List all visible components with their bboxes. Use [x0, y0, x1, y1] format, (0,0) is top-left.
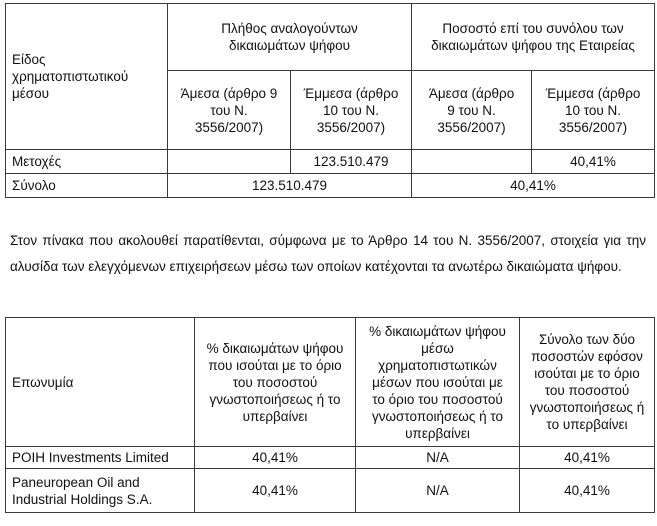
cell-votes-indirect: 123.510.479 — [291, 150, 412, 174]
header-instrument-type: Είδος χρηματοπιστωτικού μέσου — [6, 4, 168, 150]
subheader-pct-indirect: Έμμεσα (άρθρο 10 του Ν. 3556/2007) — [532, 71, 655, 150]
cell-votes-direct — [168, 150, 291, 174]
subheader-pct-direct: Άμεσα (άρθρο 9 του Ν. 3556/2007) — [412, 71, 532, 150]
cell-pct-votes: 40,41% — [195, 469, 356, 513]
table-row — [6, 447, 655, 469]
chain-of-controlled-undertakings-paragraph: Στον πίνακα που ακολουθεί παρατίθενται, σύμφωνα με το Άρθρο 14 του Ν. 3556/2007, στοιχεία για την αλυσίδα των ελεγχόμενων επιχειρήσεων μέσω των οποίων κατέχονται τα ανωτέρω δικαιώματα ψήφου. — [10, 233, 646, 274]
cell-pct-instruments: N/A — [356, 469, 520, 513]
header-voting-rights-percent: Ποσοστό επί του συνόλου των δικαιωμάτων ψήφου της Εταιρείας — [412, 4, 655, 71]
header-total-percent: Σύνολο των δύο ποσοστών εφόσον ισούται με το όριο του ποσοστού γνωστοποιήσεως ή το υπερβαίνει — [520, 318, 655, 447]
table-row — [6, 174, 655, 198]
row-label-shares: Μετοχές — [6, 150, 168, 174]
controlled-undertakings-table — [5, 317, 655, 513]
cell-total-pct: 40,41% — [412, 174, 655, 198]
subheader-votes-direct: Άμεσα (άρθρο 9 του Ν. 3556/2007) — [168, 71, 291, 150]
row-label-total: Σύνολο — [6, 174, 168, 198]
cell-pct-votes: 40,41% — [195, 447, 356, 469]
cell-total-votes: 123.510.479 — [168, 174, 412, 198]
subheader-votes-indirect: Έμμεσα (άρθρο 10 του Ν. 3556/2007) — [291, 71, 412, 150]
company-name: POIH Investments Limited — [6, 447, 195, 469]
company-name: Paneuropean Oil and Industrial Holdings S.A. — [6, 469, 195, 513]
header-voting-rights-count: Πλήθος αναλογούντων δικαιωμάτων ψήφου — [168, 4, 412, 71]
cell-pct-instruments: N/A — [356, 447, 520, 469]
header-pct-voting-rights: % δικαιωμάτων ψήφου που ισούται με το όριο του ποσοστού γνωστοποιήσεως ή το υπερβαίνει — [195, 318, 356, 447]
cell-total: 40,41% — [520, 447, 655, 469]
cell-total: 40,41% — [520, 469, 655, 513]
cell-pct-indirect: 40,41% — [532, 150, 655, 174]
header-pct-financial-instruments: % δικαιωμάτων ψήφου μέσω χρηματοπιστωτικών μέσων που ισούται με το όριο του ποσοστού γνωστοποιήσεως ή το υπερβαίνει — [356, 318, 520, 447]
table-row — [6, 469, 655, 513]
voting-rights-table — [5, 3, 655, 198]
table-row — [6, 150, 655, 174]
header-company-name: Επωνυμία — [6, 318, 195, 447]
cell-pct-direct — [412, 150, 532, 174]
